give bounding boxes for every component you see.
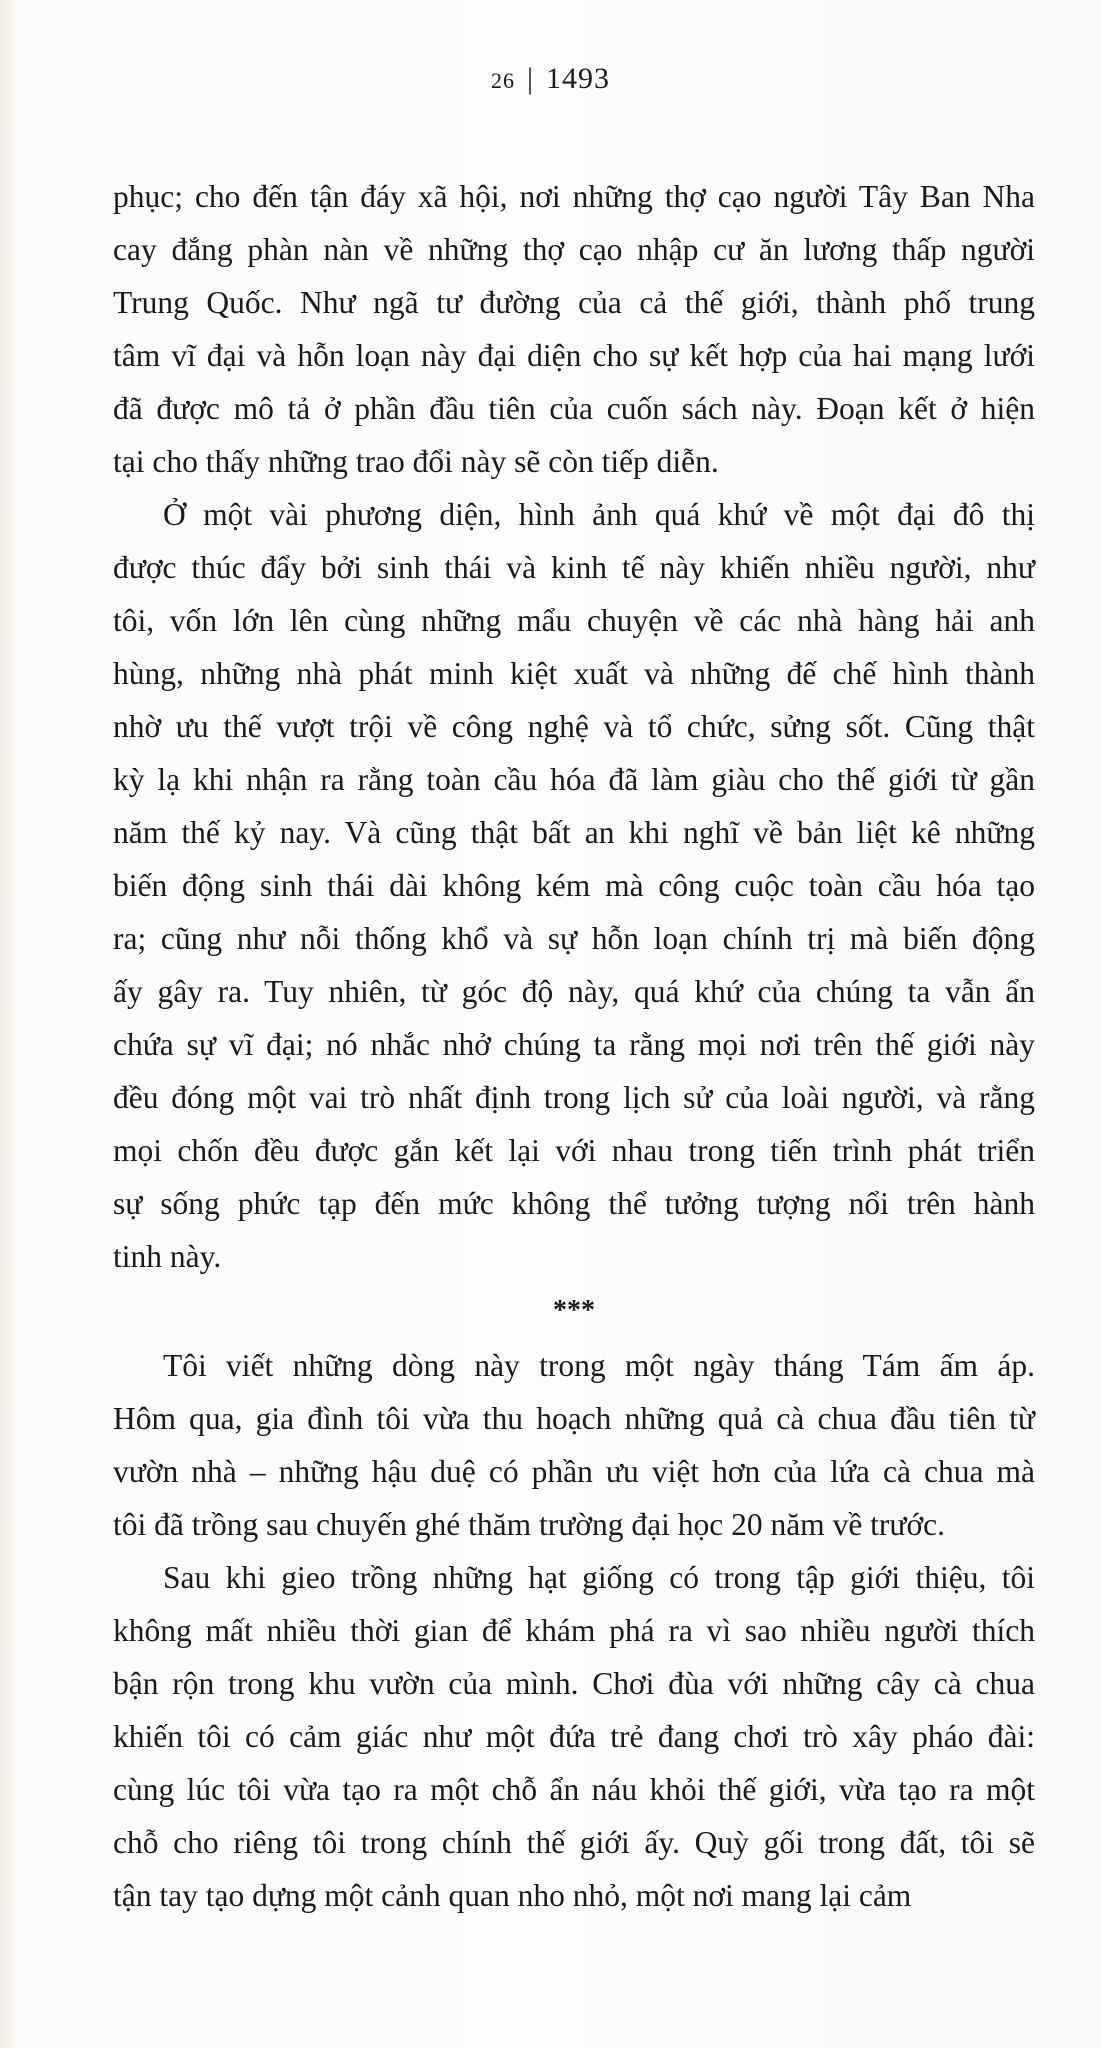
paragraphs-after-break [113, 1339, 1035, 1922]
text-line: đều đóng một vai trò nhất định trong lịch sử của loài người, và rằng [113, 1080, 1035, 1115]
page-number: 26 [490, 68, 515, 93]
running-header [0, 62, 1101, 96]
text-line: tâm vĩ đại và hỗn loạn này đại diện cho sự kết hợp của hai mạng lưới [113, 338, 1035, 373]
paragraph [113, 488, 1035, 1283]
paragraphs-before-break [113, 170, 1035, 1283]
text-line: tôi đã trồng sau chuyến ghé thăm trường đại học 20 năm về trước. [113, 1507, 945, 1542]
text-line: tinh này. [113, 1239, 222, 1274]
text-line: biến động sinh thái dài không kém mà công cuộc toàn cầu hóa tạo [113, 868, 1035, 903]
text-line: tại cho thấy những trao đổi này sẽ còn tiếp diễn. [113, 444, 719, 479]
text-line: ấy gây ra. Tuy nhiên, từ góc độ này, quá khứ của chúng ta vẫn ẩn [113, 974, 1035, 1009]
text-line: Tôi viết những dòng này trong một ngày tháng Tám ấm áp. [163, 1348, 1035, 1383]
text-line: tận tay tạo dựng một cảnh quan nho nhỏ, một nơi mang lại cảm [113, 1878, 912, 1913]
paragraph [113, 1339, 1035, 1551]
text-line: đã được mô tả ở phần đầu tiên của cuốn sách này. Đoạn kết ở hiện [113, 391, 1035, 426]
section-break: *** [553, 1295, 595, 1326]
text-line: hùng, những nhà phát minh kiệt xuất và những đế chế hình thành [113, 656, 1035, 691]
paragraph [113, 1551, 1035, 1922]
paragraph [113, 170, 1035, 488]
text-line: phục; cho đến tận đáy xã hội, nơi những thợ cạo người Tây Ban Nha [113, 179, 1035, 214]
text-line: Ở một vài phương diện, hình ảnh quá khứ về một đại đô thị [163, 497, 1035, 532]
text-line: Sau khi gieo trồng những hạt giống có trong tập giới thiệu, tôi [163, 1560, 1035, 1595]
text-line: mọi chốn đều được gắn kết lại với nhau trong tiến trình phát triển [113, 1133, 1035, 1168]
text-line: tôi, vốn lớn lên cùng những mẩu chuyện về các nhà hàng hải anh [113, 603, 1035, 638]
text-line: năm thế kỷ nay. Và cũng thật bất an khi nghĩ về bản liệt kê những [113, 815, 1035, 850]
text-line: không mất nhiều thời gian để khám phá ra vì sao nhiều người thích [113, 1613, 1035, 1648]
text-line: sự sống phức tạp đến mức không thể tưởng tượng nổi trên hành [113, 1186, 1035, 1221]
text-line: Trung Quốc. Như ngã tư đường của cả thế giới, thành phố trung [113, 285, 1035, 320]
text-line: chứa sự vĩ đại; nó nhắc nhở chúng ta rằng mọi nơi trên thế giới này [113, 1027, 1035, 1062]
text-line: được thúc đẩy bởi sinh thái và kinh tế này khiến nhiều người, như [113, 550, 1035, 585]
text-line: cay đắng phàn nàn về những thợ cạo nhập cư ăn lương thấp người [113, 232, 1035, 267]
header-separator: | [526, 62, 534, 95]
book-title: 1493 [546, 62, 610, 95]
text-line: nhờ ưu thế vượt trội về công nghệ và tổ chức, sửng sốt. Cũng thật [113, 709, 1035, 744]
text-line: chỗ cho riêng tôi trong chính thế giới ấy. Quỳ gối trong đất, tôi sẽ [113, 1825, 1035, 1860]
body-text [113, 170, 1035, 1922]
text-line: Hôm qua, gia đình tôi vừa thu hoạch những quả cà chua đầu tiên từ [113, 1401, 1035, 1436]
text-line: khiến tôi có cảm giác như một đứa trẻ đang chơi trò xây pháo đài: [113, 1719, 1035, 1754]
text-line: cùng lúc tôi vừa tạo ra một chỗ ẩn náu khỏi thế giới, vừa tạo ra một [113, 1772, 1035, 1807]
text-line: kỳ lạ khi nhận ra rằng toàn cầu hóa đã làm giàu cho thế giới từ gần [113, 762, 1035, 797]
text-line: vườn nhà – những hậu duệ có phần ưu việt hơn của lứa cà chua mà [113, 1454, 1035, 1489]
text-line: ra; cũng như nỗi thống khổ và sự hỗn loạn chính trị mà biến động [113, 921, 1035, 956]
text-line: bận rộn trong khu vườn của mình. Chơi đùa với những cây cà chua [113, 1666, 1035, 1701]
